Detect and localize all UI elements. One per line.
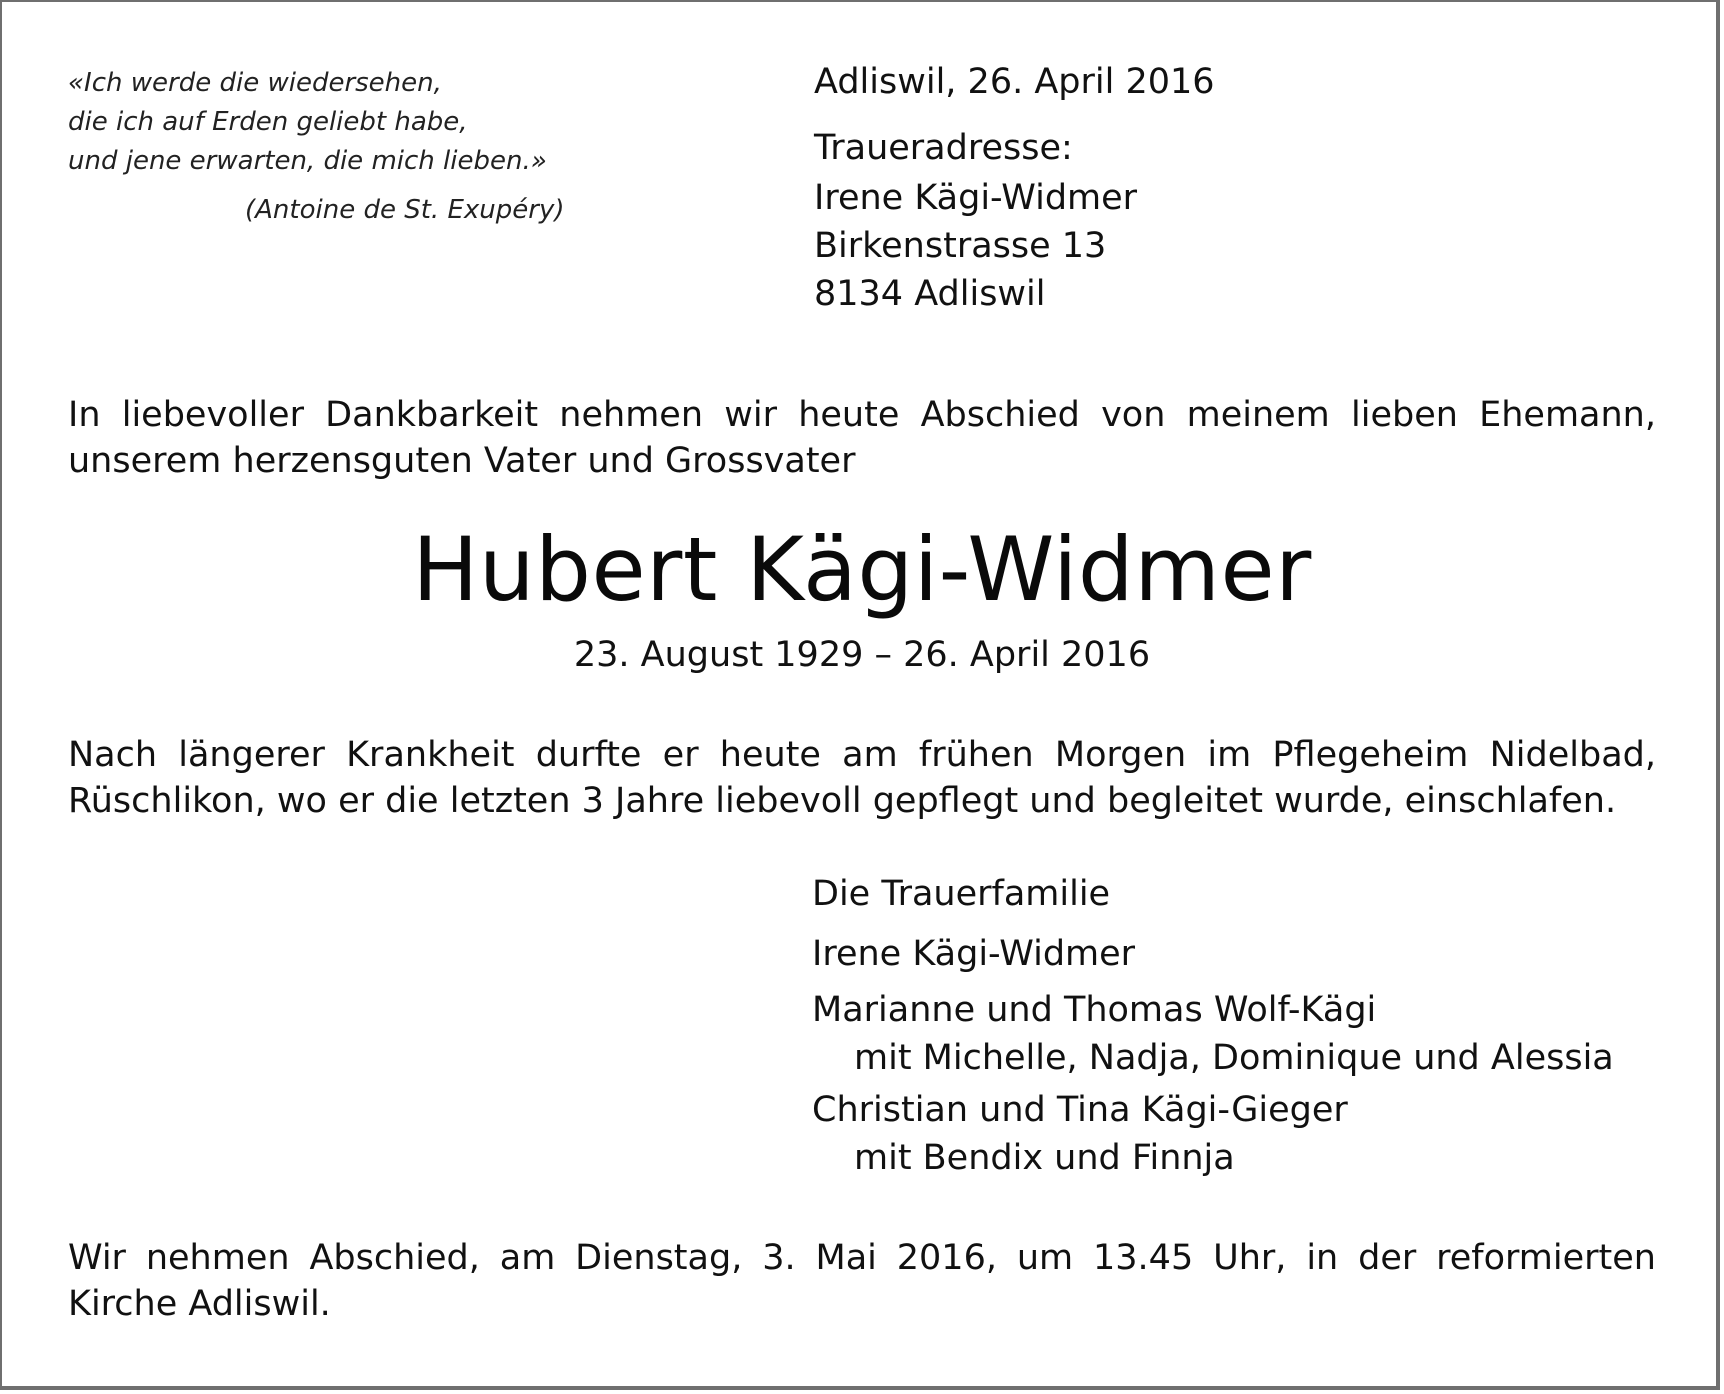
family-member-children: mit Bendix und Finnja — [854, 1138, 1235, 1178]
family-member-children: mit Michelle, Nadja, Dominique und Alessia — [854, 1038, 1614, 1078]
intro-paragraph: In liebevoller Dankbarkeit nehmen wir heute Abschied von meinem lieben Ehemann, unserem herzensguten Vater und Grossvater — [68, 395, 1656, 481]
family-member: Irene Kägi-Widmer — [812, 934, 1136, 974]
mourning-address-label: Traueradresse: — [814, 128, 1073, 168]
mourning-address-name: Irene Kägi-Widmer — [814, 178, 1138, 218]
death-notice-paragraph: Nach längerer Krankheit durfte er heute am frühen Morgen im Pflegeheim Nidelbad, Rüschlikon, wo er die letzten 3 Jahre liebevoll gepflegt und begleitet wurde, einschlafen. — [68, 735, 1656, 821]
mourning-address-street: Birkenstrasse 13 — [814, 226, 1107, 266]
family-heading: Die Trauerfamilie — [812, 874, 1111, 914]
deceased-name: Hubert Kägi-Widmer — [412, 518, 1312, 621]
life-dates: 23. August 1929 – 26. April 2016 — [573, 635, 1151, 675]
family-member: Marianne und Thomas Wolf-Kägi — [812, 990, 1377, 1030]
family-member: Christian und Tina Kägi-Gieger — [812, 1090, 1348, 1130]
quote-author: (Antoine de St. Exupéry) — [245, 195, 565, 225]
mourning-address-city: 8134 Adliswil — [814, 274, 1046, 314]
quote-block — [68, 64, 547, 181]
quote-line: die ich auf Erden geliebt habe, — [68, 107, 468, 137]
quote-line: und jene erwarten, die mich lieben.» — [68, 146, 547, 176]
funeral-paragraph: Wir nehmen Abschied, am Dienstag, 3. Mai 2016, um 13.45 Uhr, in der reformierten Kirche Adliswil. — [68, 1238, 1656, 1324]
quote-line: «Ich werde die wiedersehen, — [68, 68, 442, 98]
place-date: Adliswil, 26. April 2016 — [814, 62, 1215, 102]
